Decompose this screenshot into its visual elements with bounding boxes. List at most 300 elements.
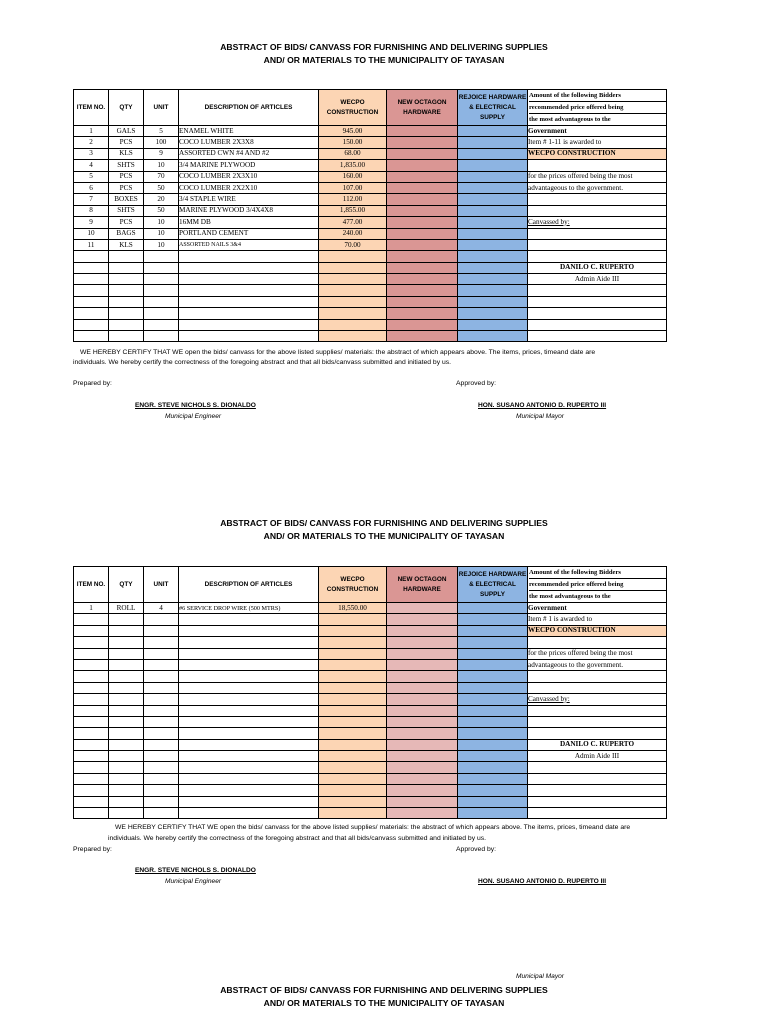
qty-cell (109, 751, 144, 762)
qty-cell (109, 705, 144, 716)
unit-cell (144, 808, 179, 819)
header-item-no: ITEM NO. (74, 567, 109, 603)
header-rejoice: REJOICE HARDWARE & ELECTRICAL SUPPLY (458, 567, 528, 603)
rejoice-price-cell (458, 194, 528, 205)
item-no-cell (74, 728, 109, 739)
rejoice-price-cell (458, 274, 528, 285)
side-note-cell: Admin Aide III (528, 751, 667, 762)
table-row (74, 319, 667, 330)
item-no-cell (74, 296, 109, 307)
description-cell (179, 648, 319, 659)
qty-cell (109, 251, 144, 262)
rejoice-price-cell (458, 739, 528, 750)
item-no-cell: 5 (74, 171, 109, 182)
unit-cell (144, 296, 179, 307)
item-no-cell (74, 796, 109, 807)
unit-cell (144, 614, 179, 625)
item-no-cell (74, 648, 109, 659)
wecpo-price-cell (319, 796, 387, 807)
wecpo-price-cell: 150.00 (319, 137, 387, 148)
qty-cell (109, 285, 144, 296)
qty-cell: GALS (109, 126, 144, 137)
side-note-cell (528, 194, 667, 205)
side-note-cell: for the prices offered being the most (528, 171, 667, 182)
wecpo-price-cell (319, 808, 387, 819)
description-cell (179, 274, 319, 285)
qty-cell (109, 648, 144, 659)
item-no-cell: 9 (74, 217, 109, 228)
description-cell: 3/4 MARINE PLYWOOD (179, 160, 319, 171)
rejoice-price-cell (458, 773, 528, 784)
octagon-price-cell (387, 762, 458, 773)
side-note-cell: Admin Aide III (528, 274, 667, 285)
abstract2-title-line1: ABSTRACT OF BIDS/ CANVASS FOR FURNISHING AND DELIVERING SUPPLIES (220, 518, 548, 528)
approved-by-label: Approved by: (456, 846, 497, 853)
rejoice-price-cell (458, 614, 528, 625)
side-note-cell (528, 762, 667, 773)
amount-line3: the most advantageous to the (529, 116, 611, 123)
octagon-price-cell (387, 296, 458, 307)
description-cell: ENAMEL WHITE (179, 126, 319, 137)
description-cell: MARINE PLYWOOD 3/4X4X8 (179, 205, 319, 216)
amount-line3: the most advantageous to the (529, 593, 611, 600)
description-cell: ASSORTED NAILS 3&4 (179, 239, 319, 250)
unit-cell (144, 796, 179, 807)
rejoice-price-cell (458, 682, 528, 693)
octagon-price-cell (387, 682, 458, 693)
description-cell (179, 285, 319, 296)
octagon-price-cell (387, 205, 458, 216)
rejoice-price-cell (458, 751, 528, 762)
description-cell (179, 762, 319, 773)
wecpo-price-cell: 1,855.00 (319, 205, 387, 216)
item-no-cell (74, 331, 109, 342)
qty-cell (109, 716, 144, 727)
side-note-cell: advantageous to the government. (528, 659, 667, 670)
item-no-cell: 1 (74, 603, 109, 614)
unit-cell: 9 (144, 148, 179, 159)
rejoice-price-cell (458, 603, 528, 614)
table-row (74, 251, 667, 262)
certification-line2: individuals. We hereby certify the correctness of the foregoing abstract and that all bids/canvass submitted and initiated by us. (73, 359, 452, 366)
side-note-cell: for the prices offered being the most (528, 648, 667, 659)
wecpo-price-cell (319, 648, 387, 659)
wecpo-price-cell (319, 637, 387, 648)
qty-cell (109, 694, 144, 705)
side-note-cell: Government (528, 126, 667, 137)
rejoice-price-cell (458, 648, 528, 659)
preparer-name: ENGR. STEVE NICHOLS S. DIONALDO (135, 402, 256, 409)
header-octagon: NEW OCTAGON HARDWARE (387, 567, 458, 603)
octagon-price-cell (387, 648, 458, 659)
table-row (74, 285, 667, 296)
qty-cell: ROLL (109, 603, 144, 614)
side-note-cell (528, 716, 667, 727)
table-row (74, 194, 667, 205)
octagon-price-cell (387, 331, 458, 342)
description-cell (179, 671, 319, 682)
table-row (74, 637, 667, 648)
abstract2-title-line2: AND/ OR MATERIALS TO THE MUNICIPALITY OF TAYASAN (263, 531, 505, 541)
side-note-cell (528, 671, 667, 682)
description-cell (179, 716, 319, 727)
item-no-cell (74, 274, 109, 285)
octagon-price-cell (387, 694, 458, 705)
octagon-price-cell (387, 603, 458, 614)
rejoice-price-cell (458, 796, 528, 807)
qty-cell (109, 762, 144, 773)
unit-cell (144, 739, 179, 750)
amount-line1: Amount of the following Bidders (529, 90, 666, 102)
qty-cell (109, 274, 144, 285)
item-no-cell (74, 785, 109, 796)
unit-cell: 50 (144, 182, 179, 193)
unit-cell (144, 705, 179, 716)
item-no-cell (74, 625, 109, 636)
octagon-price-cell (387, 659, 458, 670)
unit-cell (144, 331, 179, 342)
prepared-by-label: Prepared by: (73, 380, 112, 387)
side-note-cell: Item # 1 is awarded to (528, 614, 667, 625)
side-note-cell: DANILO C. RUPERTO (528, 262, 667, 273)
table-row (74, 308, 667, 319)
description-cell: COCO LUMBER 2X2X10 (179, 182, 319, 193)
octagon-price-cell (387, 785, 458, 796)
description-cell (179, 251, 319, 262)
side-note-cell: WECPO CONSTRUCTION (528, 148, 667, 159)
unit-cell (144, 319, 179, 330)
qty-cell: SHTS (109, 205, 144, 216)
side-note-cell: DANILO C. RUPERTO (528, 739, 667, 750)
description-cell (179, 739, 319, 750)
table-row (74, 716, 667, 727)
abstract1-title-line1: ABSTRACT OF BIDS/ CANVASS FOR FURNISHING AND DELIVERING SUPPLIES (220, 42, 548, 52)
rejoice-price-cell (458, 285, 528, 296)
unit-cell: 10 (144, 239, 179, 250)
wecpo-price-cell (319, 319, 387, 330)
description-cell (179, 751, 319, 762)
octagon-price-cell (387, 773, 458, 784)
wecpo-price-cell (319, 739, 387, 750)
octagon-price-cell (387, 716, 458, 727)
qty-cell (109, 728, 144, 739)
side-note-cell: Item # 1-11 is awarded to (528, 137, 667, 148)
unit-cell (144, 694, 179, 705)
description-cell (179, 262, 319, 273)
amount-line2: recommended price offered being (529, 579, 666, 591)
qty-cell: PCS (109, 137, 144, 148)
table-row (74, 126, 667, 137)
octagon-price-cell (387, 739, 458, 750)
item-no-cell (74, 773, 109, 784)
table-row (74, 296, 667, 307)
item-no-cell (74, 308, 109, 319)
wecpo-price-cell (319, 274, 387, 285)
qty-cell: PCS (109, 171, 144, 182)
preparer-name: ENGR. STEVE NICHOLS S. DIONALDO (135, 867, 256, 874)
octagon-price-cell (387, 194, 458, 205)
octagon-price-cell (387, 171, 458, 182)
qty-cell (109, 682, 144, 693)
table-row (74, 659, 667, 670)
amount-line1: Amount of the following Bidders (529, 567, 666, 579)
rejoice-price-cell (458, 694, 528, 705)
abstract1-table (73, 89, 667, 342)
side-note-cell (528, 705, 667, 716)
item-no-cell: 7 (74, 194, 109, 205)
rejoice-price-cell (458, 182, 528, 193)
rejoice-price-cell (458, 262, 528, 273)
qty-cell (109, 296, 144, 307)
description-cell: COCO LUMBER 2X3X8 (179, 137, 319, 148)
description-cell (179, 808, 319, 819)
rejoice-price-cell (458, 637, 528, 648)
wecpo-price-cell: 1,835.00 (319, 160, 387, 171)
qty-cell (109, 319, 144, 330)
side-note-cell (528, 728, 667, 739)
description-cell: COCO LUMBER 2X3X10 (179, 171, 319, 182)
item-no-cell (74, 705, 109, 716)
qty-cell (109, 739, 144, 750)
unit-cell (144, 785, 179, 796)
item-no-cell (74, 739, 109, 750)
description-cell (179, 773, 319, 784)
header-unit: UNIT (144, 567, 179, 603)
wecpo-price-cell: 477.00 (319, 217, 387, 228)
unit-cell: 10 (144, 217, 179, 228)
rejoice-price-cell (458, 671, 528, 682)
table-row (74, 160, 667, 171)
item-no-cell (74, 262, 109, 273)
amount-line2: recommended price offered being (529, 102, 666, 114)
unit-cell (144, 682, 179, 693)
description-cell: 16MM DB (179, 217, 319, 228)
wecpo-price-cell (319, 614, 387, 625)
rejoice-price-cell (458, 148, 528, 159)
side-note-cell: Canvassed by: (528, 694, 667, 705)
side-note-cell (528, 160, 667, 171)
wecpo-price-cell: 945.00 (319, 126, 387, 137)
rejoice-price-cell (458, 228, 528, 239)
qty-cell (109, 659, 144, 670)
approved-by-label: Approved by: (456, 380, 497, 387)
item-no-cell (74, 762, 109, 773)
header-description: DESCRIPTION OF ARTICLES (179, 567, 319, 603)
side-note-cell (528, 296, 667, 307)
unit-cell (144, 625, 179, 636)
header-rejoice: REJOICE HARDWARE & ELECTRICAL SUPPLY (458, 90, 528, 126)
item-no-cell: 10 (74, 228, 109, 239)
side-note-cell (528, 796, 667, 807)
side-note-cell (528, 205, 667, 216)
wecpo-price-cell (319, 671, 387, 682)
qty-cell: KLS (109, 148, 144, 159)
approver-position: Municipal Mayor (516, 413, 565, 420)
description-cell: 3/4 STAPLE WIRE (179, 194, 319, 205)
table-header-row (74, 567, 667, 603)
description-cell (179, 694, 319, 705)
item-no-cell (74, 716, 109, 727)
octagon-price-cell (387, 614, 458, 625)
table-row (74, 773, 667, 784)
wecpo-price-cell (319, 705, 387, 716)
qty-cell: BAGS (109, 228, 144, 239)
wecpo-price-cell (319, 285, 387, 296)
rejoice-price-cell (458, 659, 528, 670)
side-note-cell (528, 637, 667, 648)
octagon-price-cell (387, 728, 458, 739)
rejoice-price-cell (458, 705, 528, 716)
table-row (74, 705, 667, 716)
side-note-cell (528, 331, 667, 342)
table-row (74, 603, 667, 614)
certification-line1: WE HEREBY CERTIFY THAT WE open the bids/ canvass for the above listed supplies/ materials: the abstract of which appears above. The items, prices, timeand date are (80, 349, 596, 356)
description-cell (179, 785, 319, 796)
octagon-price-cell (387, 228, 458, 239)
qty-cell: BOXES (109, 194, 144, 205)
preparer-position: Municipal Engineer (165, 413, 222, 420)
octagon-price-cell (387, 217, 458, 228)
certification-line2: individuals. We hereby certify the correctness of the foregoing abstract and that all bids/canvass submitted and initiated by us. (108, 835, 487, 842)
wecpo-price-cell (319, 751, 387, 762)
unit-cell (144, 308, 179, 319)
octagon-price-cell (387, 671, 458, 682)
wecpo-price-cell: 107.00 (319, 182, 387, 193)
item-no-cell (74, 659, 109, 670)
qty-cell (109, 796, 144, 807)
octagon-price-cell (387, 308, 458, 319)
approver-position: Municipal Mayor (516, 973, 565, 980)
item-no-cell (74, 682, 109, 693)
octagon-price-cell (387, 625, 458, 636)
table-row (74, 148, 667, 159)
side-note-cell (528, 808, 667, 819)
header-unit: UNIT (144, 90, 179, 126)
wecpo-price-cell (319, 251, 387, 262)
abstract1-title-line2: AND/ OR MATERIALS TO THE MUNICIPALITY OF TAYASAN (263, 55, 505, 65)
unit-cell (144, 773, 179, 784)
header-qty: QTY (109, 90, 144, 126)
description-cell (179, 319, 319, 330)
description-cell: ASSORTED CWN #4 AND #2 (179, 148, 319, 159)
unit-cell (144, 251, 179, 262)
table-row (74, 274, 667, 285)
table-row (74, 205, 667, 216)
wecpo-price-cell (319, 785, 387, 796)
table-row (74, 217, 667, 228)
side-note-cell (528, 285, 667, 296)
item-no-cell: 2 (74, 137, 109, 148)
wecpo-price-cell (319, 625, 387, 636)
item-no-cell: 6 (74, 182, 109, 193)
abstract3-title-line1: ABSTRACT OF BIDS/ CANVASS FOR FURNISHING AND DELIVERING SUPPLIES (220, 985, 548, 995)
abstract3-title-line2: AND/ OR MATERIALS TO THE MUNICIPALITY OF TAYASAN (263, 998, 505, 1008)
octagon-price-cell (387, 285, 458, 296)
side-note-cell: advantageous to the government. (528, 182, 667, 193)
rejoice-price-cell (458, 625, 528, 636)
wecpo-price-cell (319, 262, 387, 273)
certification-line1: WE HEREBY CERTIFY THAT WE open the bids/ canvass for the above listed supplies/ materials: the abstract of which appears above. The items, prices, timeand date are (115, 824, 631, 831)
approver-name: HON. SUSANO ANTONIO D. RUPERTO III (478, 402, 607, 409)
unit-cell (144, 637, 179, 648)
header-wecpo: WECPO CONSTRUCTION (319, 567, 387, 603)
unit-cell (144, 728, 179, 739)
octagon-price-cell (387, 126, 458, 137)
item-no-cell (74, 694, 109, 705)
qty-cell (109, 773, 144, 784)
unit-cell (144, 648, 179, 659)
rejoice-price-cell (458, 205, 528, 216)
item-no-cell (74, 319, 109, 330)
table-row (74, 751, 667, 762)
side-note-header (528, 90, 667, 126)
unit-cell: 70 (144, 171, 179, 182)
wecpo-price-cell (319, 694, 387, 705)
description-cell (179, 705, 319, 716)
approver-name: HON. SUSANO ANTONIO D. RUPERTO III (478, 878, 607, 885)
side-note-cell (528, 773, 667, 784)
unit-cell: 10 (144, 228, 179, 239)
table-row (74, 796, 667, 807)
table-row (74, 648, 667, 659)
item-no-cell (74, 808, 109, 819)
octagon-price-cell (387, 262, 458, 273)
qty-cell (109, 262, 144, 273)
qty-cell (109, 614, 144, 625)
description-cell (179, 682, 319, 693)
qty-cell (109, 785, 144, 796)
octagon-price-cell (387, 274, 458, 285)
rejoice-price-cell (458, 160, 528, 171)
wecpo-price-cell: 70.00 (319, 239, 387, 250)
octagon-price-cell (387, 637, 458, 648)
octagon-price-cell (387, 751, 458, 762)
item-no-cell (74, 637, 109, 648)
preparer-position: Municipal Engineer (165, 878, 222, 885)
table-row (74, 739, 667, 750)
qty-cell (109, 331, 144, 342)
description-cell (179, 296, 319, 307)
unit-cell (144, 751, 179, 762)
qty-cell (109, 637, 144, 648)
qty-cell (109, 671, 144, 682)
item-no-cell: 4 (74, 160, 109, 171)
description-cell (179, 614, 319, 625)
rejoice-price-cell (458, 716, 528, 727)
item-no-cell (74, 251, 109, 262)
rejoice-price-cell (458, 308, 528, 319)
qty-cell: PCS (109, 182, 144, 193)
rejoice-price-cell (458, 762, 528, 773)
side-note-cell (528, 251, 667, 262)
octagon-price-cell (387, 182, 458, 193)
table-row (74, 625, 667, 636)
description-cell (179, 625, 319, 636)
octagon-price-cell (387, 808, 458, 819)
wecpo-price-cell (319, 728, 387, 739)
side-note-cell (528, 319, 667, 330)
item-no-cell: 3 (74, 148, 109, 159)
unit-cell (144, 762, 179, 773)
rejoice-price-cell (458, 239, 528, 250)
description-cell (179, 331, 319, 342)
description-cell: PORTLAND CEMENT (179, 228, 319, 239)
unit-cell (144, 716, 179, 727)
table-header-row (74, 90, 667, 126)
table-row (74, 262, 667, 273)
table-row (74, 171, 667, 182)
table-row (74, 694, 667, 705)
